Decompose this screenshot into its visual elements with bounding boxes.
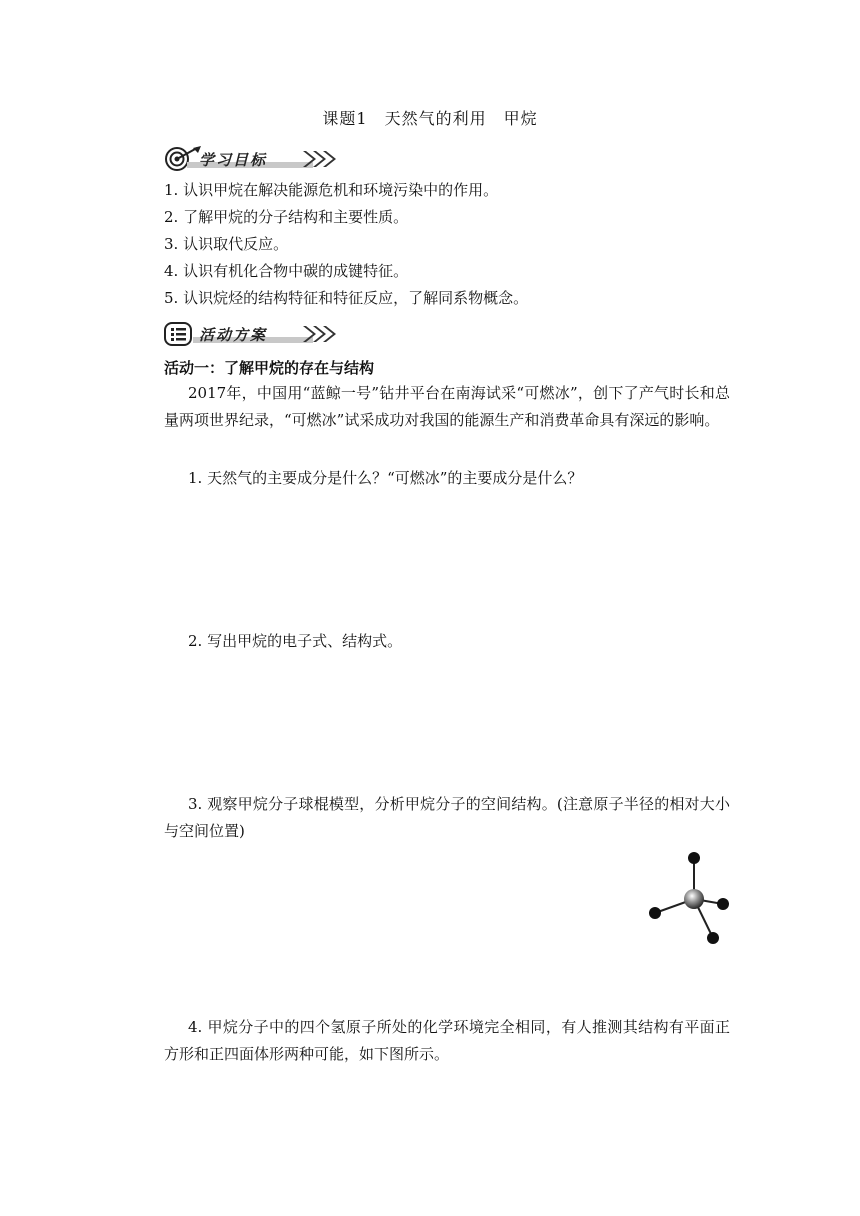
goal-item-4: 4. 认识有机化合物中碳的成键特征。 [164, 262, 409, 280]
question-4: 4. 甲烷分子中的四个氢原子所处的化学环境完全相同，有人推测其结构有平面正方形和正四面体形两种可能，如下图所示。 [164, 1018, 730, 1063]
question-2: 2. 写出甲烷的电子式、结构式。 [188, 632, 403, 650]
page-title: 课题1 天然气的利用 甲烷 [322, 109, 538, 128]
goal-item-3: 3. 认识取代反应。 [164, 235, 289, 253]
question-1: 1. 天然气的主要成分是什么？“可燃冰”的主要成分是什么？ [188, 469, 583, 487]
section-badge-activities [163, 321, 339, 347]
goal-item-2: 2. 了解甲烷的分子结构和主要性质。 [164, 208, 409, 226]
goal-item-1: 1. 认识甲烷在解决能源危机和环境污染中的作用。 [164, 181, 499, 199]
goal-item-5: 5. 认识烷烃的结构特征和特征反应，了解同系物概念。 [164, 289, 529, 307]
section-label-activities: 活动方案 [199, 326, 268, 344]
section-label-goals: 学习目标 [199, 151, 268, 169]
intro-paragraph: 2017年，中国用“蓝鲸一号”钻井平台在南海试采“可燃冰”，创下了产气时长和总量两项世界纪录，“可燃冰”试采成功对我国的能源生产和消费革命具有深远的影响。 [164, 384, 730, 429]
question-3: 3. 观察甲烷分子球棍模型，分析甲烷分子的空间结构。(注意原子半径的相对大小与空间位置) [164, 795, 730, 840]
activity-heading: 活动一：了解甲烷的存在与结构 [164, 359, 375, 377]
methane-ball-stick-model-icon [640, 846, 740, 950]
section-badge-goals [163, 146, 339, 172]
